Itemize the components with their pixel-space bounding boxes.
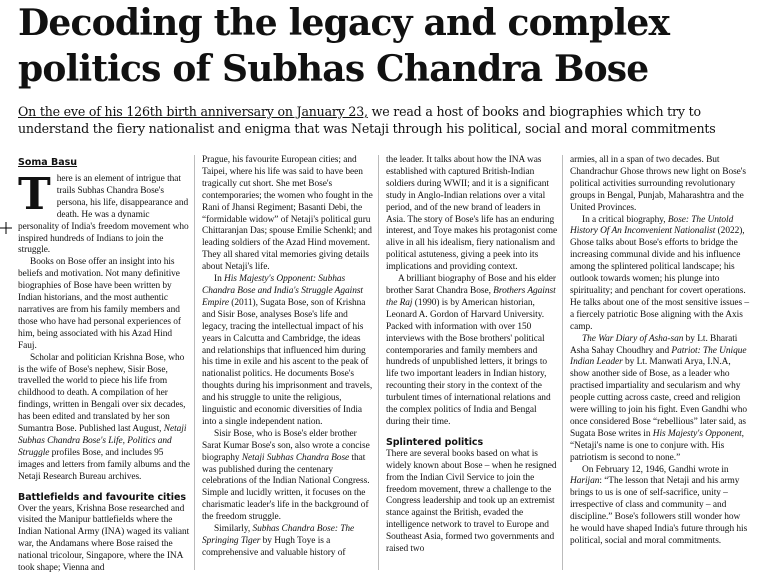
column-divider	[194, 155, 195, 570]
paragraph: the leader. It talks about how the INA was established with captured British-Indian soldiers during WWII; and it is a significant study in Anglo-Indian relations over a vital period, and of the new brand of leaders in Asia. The story of Bose's life has an enduring interest, and Toye makes his protagonist come alive in all his idealism, fiery nationalism and political astuteness, giving a peek into its implications and providing context.	[386, 155, 558, 273]
standfirst-date: On the eve of his 126th birth anniversary on January 23,	[18, 104, 368, 119]
article-column-1	[18, 174, 191, 574]
paragraph: Over the years, Krishna Bose researched and visited the Manipur battlefields where the Indian National Army (INA) waged its valiant war, the Andamans where Bose raised the national tricolour, Singapore, where the INA took shape; Vienna and	[18, 503, 190, 574]
byline: Soma Basu	[18, 157, 78, 168]
paragraph: Prague, his favourite European cities; and Taipei, where his life was said to have been tragically cut short. She met Bose's contemporaries; the women who fought in the Rani of Jhansi Regiment; Basanti Debi, the “formidable widow” of Netaji's political guru Chittaranjan Das; spouse Emilie Schenkl; and leading soldiers of the Azad Hind movement. They all shared vital memories giving details about Netaji's life.	[202, 155, 373, 273]
book-title: Subhas Chandra Bose: The Springing Tiger	[202, 524, 355, 546]
paragraph: Similarly, Subhas Chandra Bose: The Springing Tiger by Hugh Toye is a comprehensive and valuable history of	[202, 524, 355, 558]
crosshair-cursor-icon	[0, 222, 12, 234]
standfirst-text: we read a host of books and biographies which try to understand the fiery nationalist and enigma that was Netaji through his political, social and moral commitments	[18, 104, 716, 136]
paragraph: A brilliant biography of Bose and his elder brother Sarat Chandra Bose, Brothers Against the Raj (1990) is by American historian, Leonard A. Gordon of Harvard University. Packed with information with over 150 interviews with the Bose brothers' political contemporaries and family members and hundreds of unpublished letters, it brings to life two important leaders in Indian history, recounting their story in the context of the turbulent times of international relations and the complex politics of India and Bengal during their time.	[386, 274, 556, 427]
drop-cap: T	[18, 174, 51, 220]
paragraph: Sisir Bose, who is Bose's elder brother Sarat Kumar Bose's son, also wrote a concise biography Netaji Subhas Chandra Bose that was published during the centenary celebrations of the Indian National Congress. Simple and lucidly written, it focuses on the charismatic leader's life in the background of the freedom struggle.	[202, 428, 370, 523]
paragraph: On February 12, 1946, Gandhi wrote in Harijan: “The lesson that Netaji and his army brings to us is one of self-sacrifice, unity – irrespective of class and community – and discipline.” Bose's followers still wonder how he would have shaped India's future through his political, social and moral commitments.	[570, 464, 748, 546]
column-divider	[378, 155, 379, 570]
article-column-4	[570, 155, 750, 570]
article-column-2	[202, 155, 375, 570]
paragraph: There are several books based on what is widely known about Bose – when he resigned from the Indian Civil Service to join the freedom movement, threw a challenge to the Congress leadership and took up an extremist stance against the British, evaded the intelligence network to travel to Europe and Southeast Asia, formed two governments and raised two	[386, 448, 557, 555]
paragraph: The War Diary of Asha-san by Lt. Bharati Asha Sahay Choudhry and Patriot: The Unique Indian Leader by Lt. Manwati Arya, I.N.A, show another side of Bose, as a leader who practised impartiality and secularism and why people cutting across caste, creed and religion were willing to join his fight. Even Gandhi who once considered Bose “rebellious” later said, as Sugata Bose writes in His Majesty's Opponent, “Netaji's name is one to conjure with. His patriotism is second to none.”	[570, 333, 748, 463]
standfirst	[18, 103, 763, 137]
paragraph: In a critical biography, Bose: The Untold History Of An Inconvenient Nationalist (2022), Ghose talks about Bose's efforts to bridge the increasing communal divide and his influence among the splintered political landscape; his outlook towards women; his plunge into spirituality; and penchant for covert operations. He talks about one of the most sensitive issues – a fiercely patriotic Bose aligning with the Axis camp.	[570, 214, 750, 332]
paragraph: Scholar and politician Krishna Bose, who is the wife of Bose's nephew, Sisir Bose, travelled the world to piece his life from childhood to death. A compilation of her findings, written in Bengali over six decades, has been edited and translated by her son Sumantra Bose. Published last August, Netaji Subhas Chandra Bose's Life, Politics and Struggle profiles Bose, and includes 95 images and letters from family albums and the Netaji Research Bureau archives.	[18, 352, 190, 482]
book-title: The War Diary of Asha-san	[582, 333, 684, 344]
book-title: Brothers Against the Raj	[386, 285, 556, 308]
book-title: Patriot: The Unique Indian Leader	[570, 345, 747, 368]
column-divider	[562, 155, 563, 570]
headline: Decoding the legacy and complex politics of Subhas Chandra Bose	[18, 2, 670, 90]
book-title: Bose: The Untold History Of An Inconvenient Nationalist	[570, 214, 734, 237]
paragraph: armies, all in a span of two decades. But Chandrachur Ghose throws new light on Bose's political activities surrounding revolutionary groups in Bengal, Punjab, Maharashtra and the United Provinces.	[570, 155, 747, 213]
paragraph: Books on Bose offer an insight into his beliefs and motivation. Not many definitive biographies of Bose have been written by Indian historians, and the most authentic narratives are from his family members and those who have had personal experiences of him, being associated with his Azad Hind Fauj.	[18, 257, 181, 351]
book-title: His Majesty's Opponent: Subhas Chandra Bose and India's Struggle Against Empire	[202, 274, 363, 308]
book-title: Netaji Subhas Chandra Bose	[241, 452, 350, 463]
subheading: Battlefields and favourite cities	[18, 491, 186, 503]
article-column-3	[386, 155, 559, 570]
paragraph: In His Majesty's Opponent: Subhas Chandra Bose and India's Struggle Against Empire (2011), Sugata Bose, son of Krishna and Sisir Bose, analyses Bose's life and legacy, tracing the intellectual impact of his years in Calcutta and Cambridge, the ideas and relationships that influenced him during his time in exile and his ascent to the peak of nationalist politics. He documents Bose's thoughts during his imprisonment and travels, and his struggle to unite the religious, linguistic and economic diversities of India into a single independent nation.	[202, 274, 373, 427]
paragraph: There is an element of intrigue that trails Subhas Chandra Bose's persona, his life, disappearance and death. He was a dynamic personality of India's freedom movement who inspired hundreds of Indians to join the struggle.	[18, 174, 189, 256]
subheading: Splintered politics	[386, 436, 484, 448]
book-title: His Majesty's Opponent	[652, 428, 742, 439]
publication-title: Harijan	[570, 476, 600, 487]
book-title: Netaji Subhas Chandra Bose's Life, Politics and Struggle	[18, 424, 187, 458]
